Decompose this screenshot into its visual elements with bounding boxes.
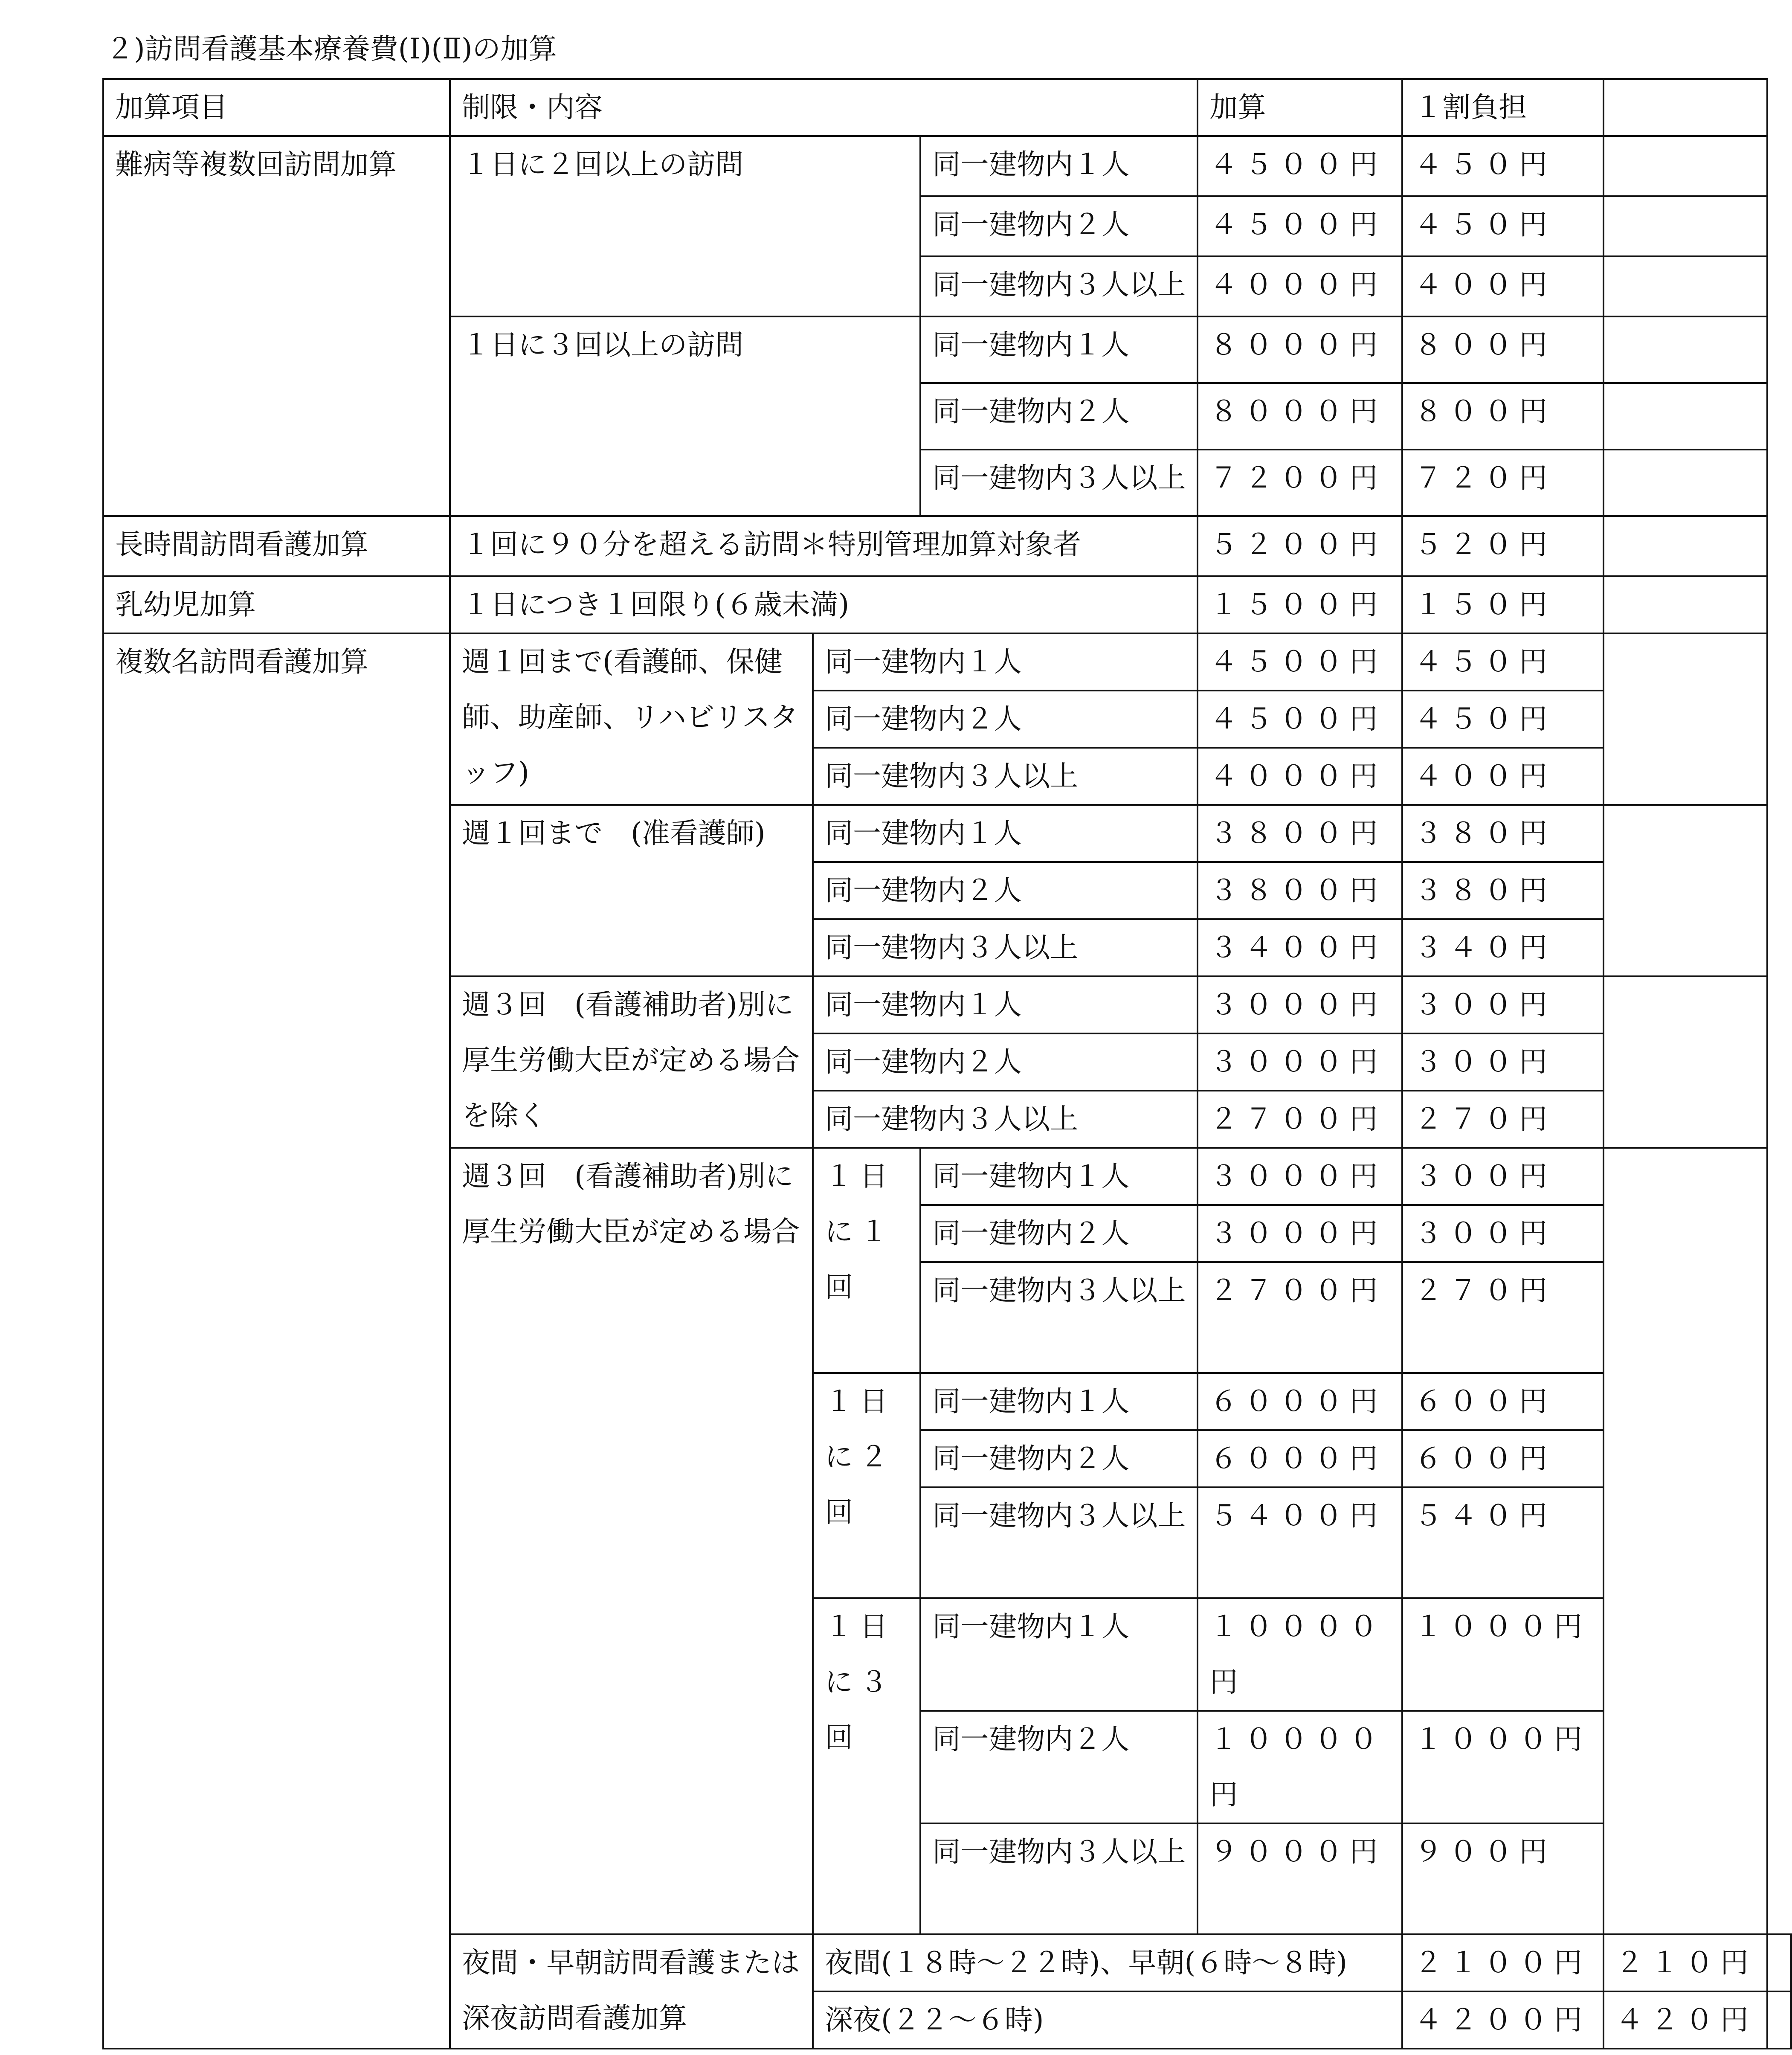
frequency-cell: １日に３回 — [813, 1598, 920, 1934]
copay-cell: ４５０円 — [1402, 196, 1604, 256]
table-row — [103, 633, 1791, 691]
blank-cell — [1604, 383, 1767, 450]
amount-cell: ４２００円 — [1402, 1991, 1604, 2049]
amount-cell: ３８００円 — [1198, 805, 1402, 862]
condition-cell: 週１回まで(看護師、保健師、助産師、リハビリスタッフ) — [450, 633, 813, 805]
building-cell: 同一建物内１人 — [920, 316, 1198, 383]
blank-cell — [1604, 256, 1767, 316]
amount-cell: ８０００円 — [1198, 316, 1402, 383]
header-content: 制限・内容 — [450, 79, 1198, 136]
copay-cell: ３００円 — [1402, 1148, 1604, 1205]
amount-cell: ９０００円 — [1198, 1823, 1402, 1934]
amount-cell: ３０００円 — [1198, 1033, 1402, 1091]
amount-cell: ４５００円 — [1198, 633, 1402, 691]
blank-cell — [1604, 516, 1767, 576]
frequency-cell: １日に１回 — [813, 1148, 920, 1373]
building-cell: 同一建物内３人以上 — [920, 256, 1198, 316]
building-cell: 同一建物内３人以上 — [920, 450, 1198, 516]
condition-cell: 週１回まで (准看護師) — [450, 805, 813, 976]
copay-cell: １５０円 — [1402, 576, 1604, 633]
item-label: 複数名訪問看護加算 — [103, 633, 450, 2049]
copay-cell: ６００円 — [1402, 1373, 1604, 1430]
copay-cell: １０００円 — [1402, 1598, 1604, 1711]
amount-cell: ５２００円 — [1198, 516, 1402, 576]
blank-cell — [1604, 576, 1767, 633]
building-cell: 同一建物内２人 — [813, 862, 1198, 919]
condition-cell: 週３回 (看護補助者)別に厚生労働大臣が定める場合 — [450, 1148, 813, 1934]
copay-cell: ２７０円 — [1402, 1091, 1604, 1148]
copay-cell: ４５０円 — [1402, 136, 1604, 196]
building-cell: 同一建物内１人 — [920, 1598, 1198, 1711]
amount-cell: ３８００円 — [1198, 862, 1402, 919]
condition-cell: 夜間(１８時～２２時)、早朝(６時～８時) — [813, 1934, 1402, 1991]
blank-cell — [1767, 1934, 1791, 1991]
table-row — [103, 136, 1791, 196]
blank-cell — [1604, 316, 1767, 383]
copay-cell: ３００円 — [1402, 1033, 1604, 1091]
condition-cell: 深夜(２２～６時) — [813, 1991, 1402, 2049]
blank-cell — [1604, 1148, 1767, 1934]
condition-cell: 週３回 (看護補助者)別に厚生労働大臣が定める場合を除く — [450, 976, 813, 1148]
copay-cell: ２７０円 — [1402, 1262, 1604, 1373]
condition-cell: １日につき１回限り(６歳未満) — [450, 576, 1198, 633]
copay-cell: ４２０円 — [1604, 1991, 1767, 2049]
amount-cell: ６０００円 — [1198, 1373, 1402, 1430]
copay-cell: ２１０円 — [1604, 1934, 1767, 1991]
building-cell: 同一建物内２人 — [920, 1711, 1198, 1823]
building-cell: 同一建物内３人以上 — [813, 748, 1198, 805]
building-cell: 同一建物内３人以上 — [920, 1823, 1198, 1934]
copay-cell: ３４０円 — [1402, 919, 1604, 976]
copay-cell: ４５０円 — [1402, 691, 1604, 748]
amount-cell: １００００円 — [1198, 1598, 1402, 1711]
building-cell: 同一建物内２人 — [920, 1430, 1198, 1487]
header-copay: １割負担 — [1402, 79, 1604, 136]
header-item: 加算項目 — [103, 79, 450, 136]
item-label: 難病等複数回訪問加算 — [103, 136, 450, 516]
blank-cell — [1604, 633, 1767, 805]
blank-cell — [1604, 805, 1767, 976]
building-cell: 同一建物内１人 — [813, 805, 1198, 862]
blank-cell — [1767, 1991, 1791, 2049]
item-label: 乳幼児加算 — [103, 576, 450, 633]
copay-cell: ３８０円 — [1402, 805, 1604, 862]
building-cell: 同一建物内２人 — [920, 1205, 1198, 1262]
amount-cell: ７２００円 — [1198, 450, 1402, 516]
amount-cell: １５００円 — [1198, 576, 1402, 633]
copay-cell: ４５０円 — [1402, 633, 1604, 691]
copay-cell: ３００円 — [1402, 976, 1604, 1033]
amount-cell: ４５００円 — [1198, 691, 1402, 748]
amount-cell: ２７００円 — [1198, 1262, 1402, 1373]
amount-cell: ４０００円 — [1198, 748, 1402, 805]
copay-cell: ４００円 — [1402, 748, 1604, 805]
building-cell: 同一建物内１人 — [920, 136, 1198, 196]
building-cell: 同一建物内１人 — [920, 1148, 1198, 1205]
condition-cell: １回に９０分を超える訪問＊特別管理加算対象者 — [450, 516, 1198, 576]
amount-cell: ３０００円 — [1198, 976, 1402, 1033]
building-cell: 同一建物内２人 — [813, 691, 1198, 748]
amount-cell: ２７００円 — [1198, 1091, 1402, 1148]
building-cell: 同一建物内３人以上 — [920, 1262, 1198, 1373]
amount-cell: ２１００円 — [1402, 1934, 1604, 1991]
header-row — [103, 79, 1791, 136]
amount-cell: ３４００円 — [1198, 919, 1402, 976]
building-cell: 同一建物内１人 — [813, 976, 1198, 1033]
amount-cell: １００００円 — [1198, 1711, 1402, 1823]
copay-cell: １０００円 — [1402, 1711, 1604, 1823]
building-cell: 同一建物内１人 — [813, 633, 1198, 691]
building-cell: 同一建物内３人以上 — [813, 1091, 1198, 1148]
item-label: 長時間訪問看護加算 — [103, 516, 450, 576]
condition-cell: １日に３回以上の訪問 — [450, 316, 920, 516]
copay-cell: ６００円 — [1402, 1430, 1604, 1487]
amount-cell: ４０００円 — [1198, 256, 1402, 316]
item-label: 夜間・早朝訪問看護または深夜訪問看護加算 — [450, 1934, 813, 2049]
building-cell: 同一建物内１人 — [920, 1373, 1198, 1430]
building-cell: 同一建物内２人 — [920, 196, 1198, 256]
header-amount: 加算 — [1198, 79, 1402, 136]
copay-cell: ９００円 — [1402, 1823, 1604, 1934]
building-cell: 同一建物内２人 — [813, 1033, 1198, 1091]
amount-cell: ８０００円 — [1198, 383, 1402, 450]
amount-cell: ５４００円 — [1198, 1487, 1402, 1598]
copay-cell: ５４０円 — [1402, 1487, 1604, 1598]
page-caption: ２)訪問看護基本療養費(Ⅰ)(Ⅱ)の加算 — [106, 32, 557, 65]
amount-cell: ３０００円 — [1198, 1205, 1402, 1262]
blank-cell — [1604, 450, 1767, 516]
blank-cell — [1604, 79, 1767, 136]
copay-cell: ３８０円 — [1402, 862, 1604, 919]
copay-cell: ４００円 — [1402, 256, 1604, 316]
amount-cell: ３０００円 — [1198, 1148, 1402, 1205]
building-cell: 同一建物内２人 — [920, 383, 1198, 450]
building-cell: 同一建物内３人以上 — [920, 1487, 1198, 1598]
condition-cell: １日に２回以上の訪問 — [450, 136, 920, 316]
building-cell: 同一建物内３人以上 — [813, 919, 1198, 976]
blank-cell — [1604, 196, 1767, 256]
surcharge-table — [102, 78, 1792, 2049]
blank-cell — [1604, 136, 1767, 196]
table-row — [103, 516, 1791, 576]
amount-cell: ６０００円 — [1198, 1430, 1402, 1487]
copay-cell: ７２０円 — [1402, 450, 1604, 516]
copay-cell: ３００円 — [1402, 1205, 1604, 1262]
copay-cell: ５２０円 — [1402, 516, 1604, 576]
frequency-cell: １日に２回 — [813, 1373, 920, 1598]
amount-cell: ４５００円 — [1198, 136, 1402, 196]
copay-cell: ８００円 — [1402, 316, 1604, 383]
table-row — [103, 576, 1791, 633]
copay-cell: ８００円 — [1402, 383, 1604, 450]
amount-cell: ４５００円 — [1198, 196, 1402, 256]
blank-cell — [1604, 976, 1767, 1148]
